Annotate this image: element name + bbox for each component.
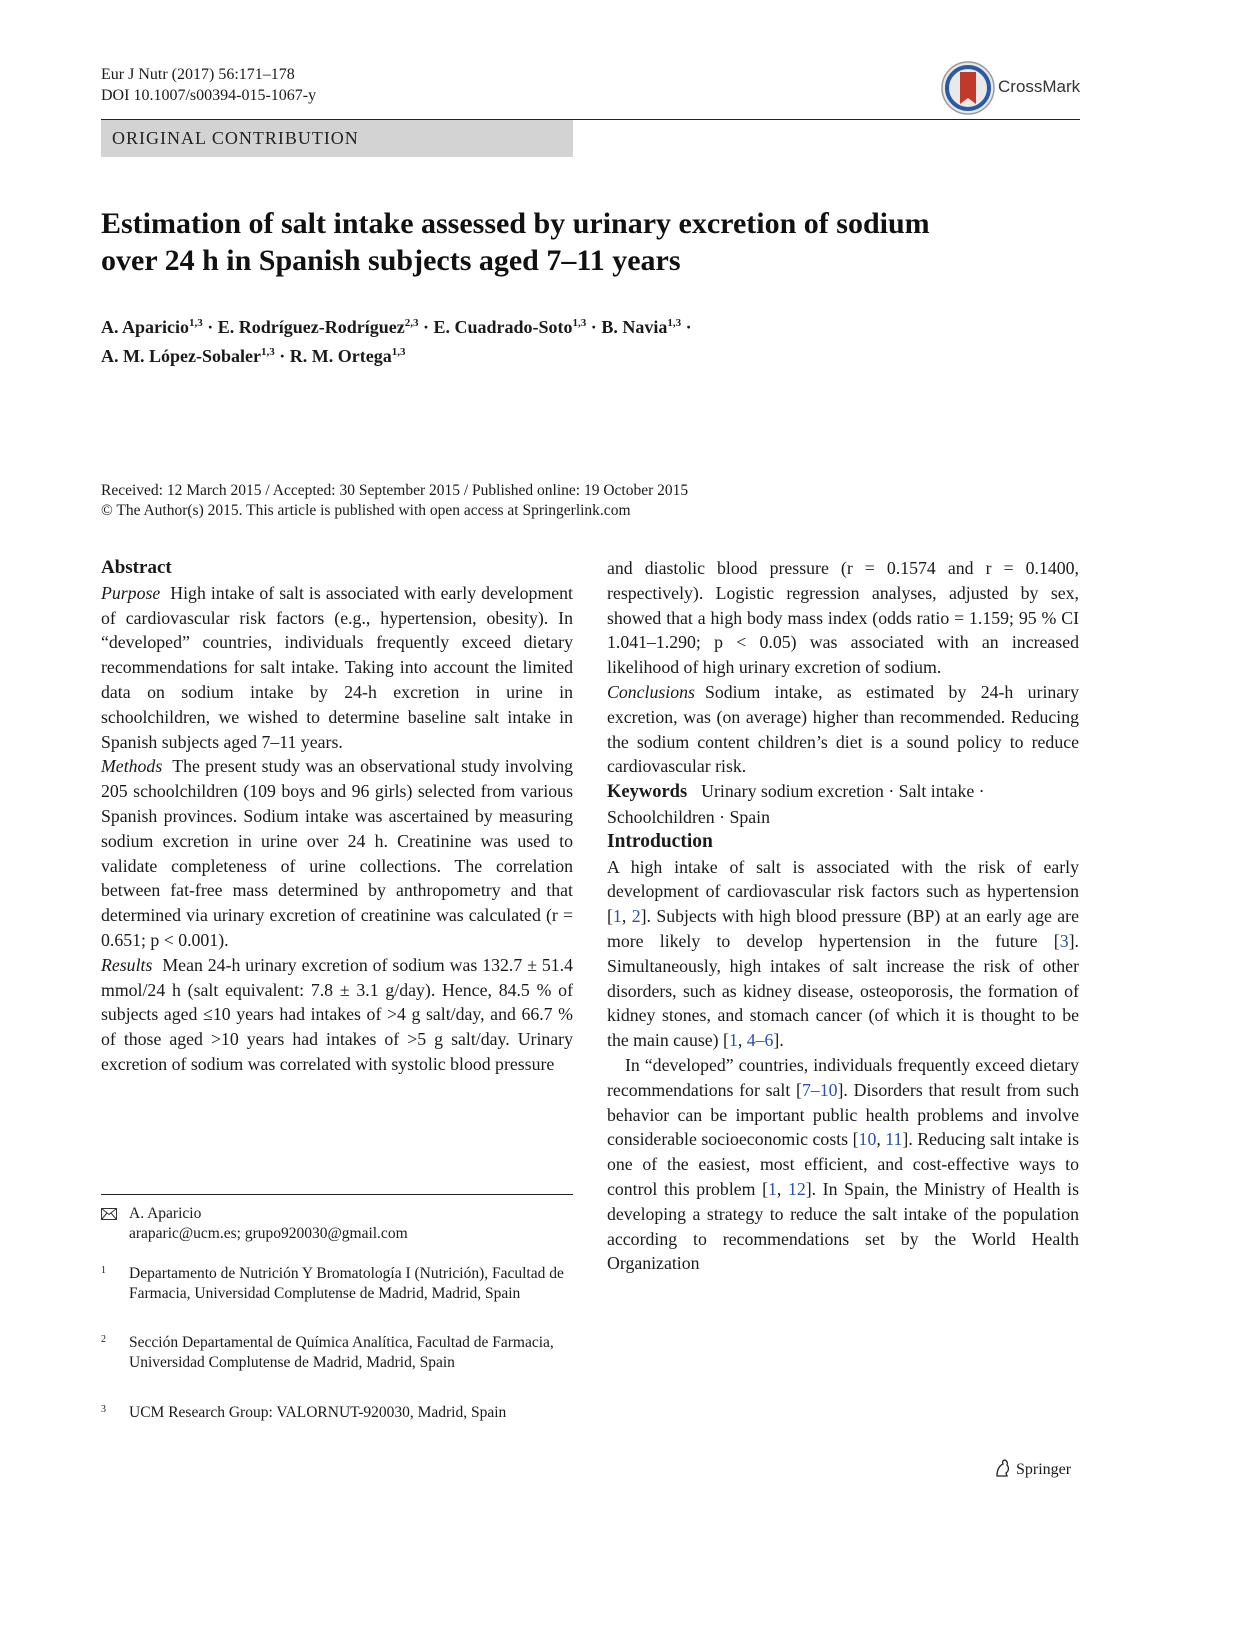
affiliation-2 — [101, 1333, 573, 1373]
citation-link[interactable]: 1 — [612, 906, 622, 927]
doi[interactable]: DOI 10.1007/s00394-015-1067-y — [101, 87, 317, 104]
right-column — [607, 556, 1079, 1276]
article-history — [101, 481, 1061, 521]
publication-dates: Received: 12 March 2015 / Accepted: 30 September 2015 / Published online: 19 October 2015 — [101, 482, 689, 499]
conclusions-text: Sodium intake, as estimated by 24-h urinary excretion, was (on average) higher than recommended. Reducing the sodium content children’s diet is a sound policy to reduce cardiovascular risk. — [607, 681, 1079, 777]
intro-paragraph-2: In “developed” countries, individuals frequently exceed dietary recommendations for salt [7–10]. Disorders that result from such behavior can be important public health problems and involve considerable socioeconomic costs [10, 11]. Reducing salt intake is one of the easiest, most efficient, and cost-effective ways to control this problem [1, 12]. In Spain, the Ministry of Health is developing a strategy to reduce the salt intake of the population according to recommendations set by the World Health Organization — [607, 1054, 1080, 1274]
footnote-rule — [101, 1194, 573, 1195]
citation-link[interactable]: 11 — [885, 1129, 903, 1150]
title-line-1: Estimation of salt intake assessed by urinary excretion of sodium — [101, 207, 930, 240]
springer-horse-icon — [993, 1458, 1013, 1478]
citation-link[interactable]: 3 — [1059, 930, 1069, 951]
affiliation-text: UCM Research Group: VALORNUT-920030, Madrid, Spain — [129, 1404, 507, 1421]
article-title — [101, 205, 1061, 279]
citation-link[interactable]: 10 — [858, 1129, 877, 1150]
author[interactable]: E. Cuadrado-Soto$^{1,3}$ — [433, 317, 587, 337]
publisher-name: Springer — [1016, 1461, 1072, 1478]
citation-link[interactable]: 1 — [728, 1030, 738, 1051]
author[interactable]: B. Navia$^{1,3}$ — [601, 317, 682, 337]
author[interactable]: E. Rodríguez-Rodríguez$^{2,3}$ — [217, 317, 419, 337]
abstract-results — [101, 953, 573, 1077]
author-list: A. Aparicio$^{1,3}$ · E. Rodríguez-Rodríguez$^{2,3}$ · E. Cuadrado-Soto$^{1,3}$ · B. Navia$^{1,3}$ · A. M. López-Sobaler$^{1,3}$ · R. M. Ortega$^{1,3}$ — [101, 317, 692, 366]
journal-volume: Eur J Nutr (2017) 56:171–178 — [101, 66, 295, 83]
journal-citation — [101, 64, 316, 106]
results-label: Results — [101, 954, 153, 975]
citation-link[interactable]: 1 — [768, 1178, 777, 1199]
citation-link[interactable]: 4–6 — [746, 1030, 774, 1051]
results-continued: and diastolic blood pressure (r = 0.1574 and r = 0.1400, respectively). Logistic regression analyses, adjusted by sex, showed that a high body mass index (odds ratio = 1.159; 95 % CI 1.041–1.290; p < 0.05) was associated with an increased likelihood of high urinary excretion of sodium. — [607, 558, 1079, 678]
citation-link[interactable]: 7–10 — [801, 1079, 838, 1100]
conclusions-label: Conclusions — [607, 681, 695, 702]
affiliation-3 — [101, 1403, 573, 1423]
purpose-text: High intake of salt is associated with early development of cardiovascular risk factors (e.g., hypertension, obesity). In “developed” countries, individuals frequently exceed dietary recommendations for salt intake. Taking into account the limited data on sodium intake by 24-h excretion in urine in schoolchildren, we wished to determine baseline salt intake in Spanish subjects aged 7–11 years. — [101, 582, 573, 752]
corresponding-author — [101, 1204, 573, 1244]
crossmark-badge[interactable] — [940, 58, 1085, 118]
crossmark-icon — [940, 60, 996, 116]
author[interactable]: R. M. Ortega$^{1,3}$ — [289, 346, 406, 366]
copyright-notice: © The Author(s) 2015. This article is published with open access at Springerlink.com — [101, 502, 631, 519]
envelope-icon — [101, 1208, 117, 1220]
introduction-heading: Introduction — [607, 830, 713, 852]
abstract-column — [101, 556, 573, 1077]
keywords-text: Urinary sodium excretion · Salt intake · Schoolchildren · Spain — [607, 781, 985, 827]
citation-link[interactable]: 12 — [787, 1178, 806, 1199]
affiliation-text: Departamento de Nutrición Y Bromatología I (Nutrición), Facultad de Farmacia, Universidad Complutense de Madrid, Madrid, Spain — [129, 1265, 564, 1302]
affiliation-number: 3 — [101, 1404, 106, 1415]
citation-link[interactable]: 2 — [631, 906, 641, 927]
affiliation-number: 2 — [101, 1334, 106, 1345]
intro-paragraph-1: A high intake of salt is associated with the risk of early development of cardiovascular risk factors such as hypertension [1, 2]. Subjects with high blood pressure (BP) at an early age are more likely to develop hypertension in the future [3]. Simultaneously, high intakes of salt increase the risk of other disorders, such as kidney disease, osteoporosis, the formation of kidney stones, and stomach cancer (of which it is thought to be the main cause) [1, 4–6]. — [607, 856, 1079, 1051]
abstract-conclusions — [607, 680, 1079, 779]
crossmark-label: CrossMark — [998, 77, 1081, 96]
purpose-label: Purpose — [101, 582, 161, 603]
abstract-methods — [101, 754, 573, 952]
affiliation-1 — [101, 1264, 573, 1304]
section-label: ORIGINAL CONTRIBUTION — [112, 128, 359, 148]
methods-label: Methods — [101, 756, 163, 777]
contact-email[interactable]: araparic@ucm.es; grupo920030@gmail.com — [129, 1225, 408, 1242]
publisher-logo — [993, 1458, 1071, 1479]
keywords — [607, 779, 1079, 830]
methods-text: The present study was an observational study involving 205 schoolchildren (109 boys and 96 girls) selected from various Spanish provinces. Sodium intake was ascertained by measuring sodium excretion in urine over 24 h. Creatinine was used to validate completeness of urine collections. The correlation between fat-free mass determined by anthropometry and that determined via urinary excretion of creatinine was calculated (r = 0.651; p < 0.001). — [101, 756, 573, 950]
abstract-purpose — [101, 581, 573, 755]
results-text: Mean 24-h urinary excretion of sodium was 132.7 ± 51.4 mmol/24 h (salt equivalent: 7.8 ± 3.1 g/day). Hence, 84.5 % of subjects aged ≤10 years had intakes of >4 g salt/day, and 66.7 % of those aged >10 years had intakes of >5 g salt/day. Urinary excretion of sodium was correlated with systolic blood pressure — [101, 954, 573, 1074]
title-line-2: over 24 h in Spanish subjects aged 7–11 years — [101, 244, 681, 277]
contact-name: A. Aparicio — [129, 1205, 202, 1222]
keywords-label: Keywords — [607, 782, 688, 803]
affiliation-number: 1 — [101, 1265, 106, 1276]
author[interactable]: A. M. López-Sobaler$^{1,3}$ — [101, 346, 275, 366]
abstract-heading: Abstract — [101, 557, 172, 578]
author[interactable]: A. Aparicio$^{1,3}$ — [101, 317, 203, 337]
section-banner — [101, 120, 573, 157]
affiliation-text: Sección Departamental de Química Analítica, Facultad de Farmacia, Universidad Complutense de Madrid, Madrid, Spain — [129, 1334, 554, 1371]
